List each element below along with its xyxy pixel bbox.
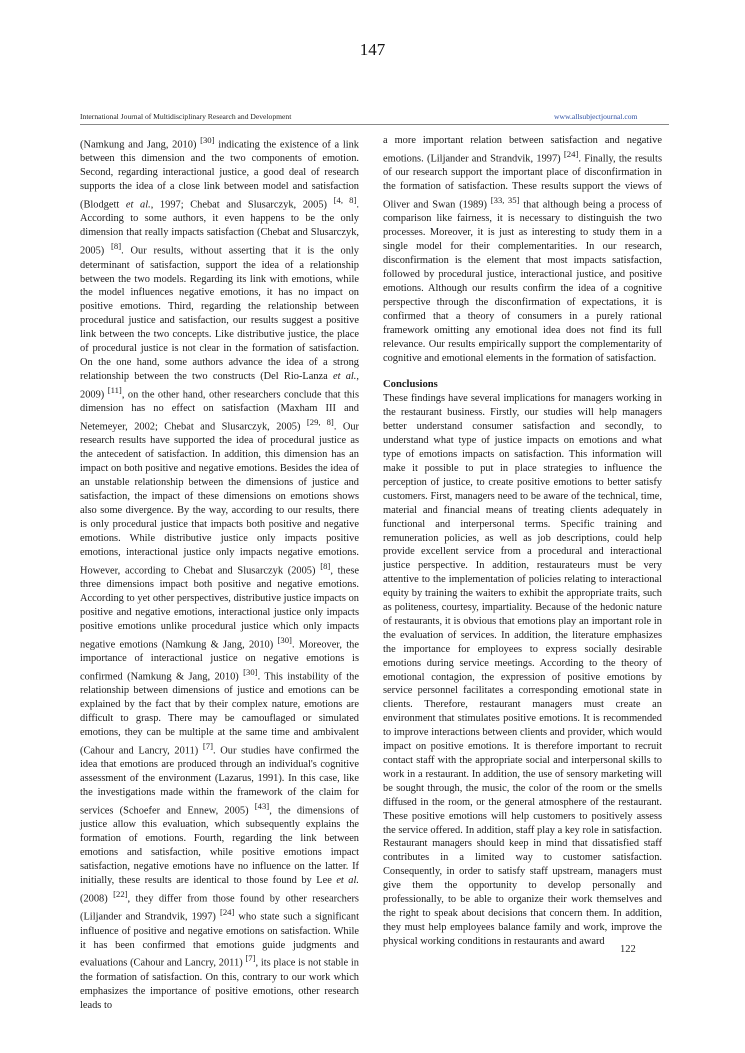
right-column-text: a more important relation between satisfaction and negative emotions. (Liljander and Strandvik, 1997) [24]. Finally, the results of our research support the important place of disconfirmation in the formation of satisfaction. These results support the views of Oliver and Swan (1989) [33, 35] that although being a process of comparison like fairness, it is necessary to distinguish the two processes. Moreover, it is just as interesting to study them in a single model for their complementarities. In our research, disconfirmation is the element that most impacts satisfaction, followed by procedural justice, interactional justice, and positive emotions. Although our results confirm the idea of a cognitive perspective through the disconfirmation of expectations, it is confirmed that a theory of consumers in a purely rational framework omitting any emotional idea does not find its full relevance. Our results empirically support the complementarity of cognitive and emotional elements in the formation of satisfaction. xyxy=(383,135,663,364)
journal-name: International Journal of Multidisciplinary Research and Development xyxy=(80,112,292,121)
left-column xyxy=(80,134,359,1013)
header-divider xyxy=(80,124,669,125)
page-top-number: 147 xyxy=(359,40,386,59)
conclusions-heading: Conclusions xyxy=(383,379,438,391)
journal-url-link[interactable]: www.allsubjectjournal.com xyxy=(554,112,638,121)
conclusions-text: These findings have several implications for managers working in the restaurant business. Firstly, our studies will help managers better understand consumer satisfaction and secondly, to understand what type of justice impacts on emotions and what type of emotions impacts on satisfaction. This information will make it possible to put in place strategies to influence the perception of justice, to create positive emotions to better satisfy customers. First, managers need to be aware of the technical, time, material and financial means of treating clients adequately in functional and interpersonal terms. Specific training and remuneration policies, as well as job descriptions, could help provide excellent service from a procedural and interactional justice perspective. In addition, restaurateurs must be very attentive to the implementation of policies relating to interactional equity by training the waiters to exhibit the appropriate traits, such as politeness, courtesy, impartiality. Because of the hedonic nature of restaurants, it is obvious that emotions play an important role in the evaluation of services. In addition, the literature emphasizes the importance for employees to express socially desirable emotions during service meetings. According to the theory of emotional contagion, the expression of positive emotions by service personnel facilitates a corresponding emotional state in clients. Therefore, restaurant managers must create an environment that stimulates positive emotions. It is recommended to improve interactions between clients and provider, which would impact on positive emotions. It is therefore important to recruit contact staff with the appropriate social and interpersonal skills to work in a restaurant. In addition, the use of sensory marketing will be sought through, the music, the color of the room or the smells diffused in the room, or the general atmosphere of the restaurant. These positive emotions will help customers to positively assess the service offered. In addition, staff play a key role in satisfaction. Restaurant managers should keep in mind that dissatisfied staff contributes in a limited way to customer satisfaction. Consequently, in order to satisfy staff upstream, managers must give them the opportunity to develop personally and professionally, to be able to organize their work themselves and the right to speak about decisions that concern them. In addition, they must help employees balance family and work, improve the physical working conditions in restaurants and award xyxy=(383,393,662,947)
footer-page-number: 122 xyxy=(620,944,636,955)
left-column-text: (Namkung and Jang, 2010) [30] indicating the existence of a link between this dimension and the two components of emotion. Second, regarding interactional justice, a good deal of research supports the idea of a close link between model and satisfaction (Blodgett et al., 1997; Chebat and Slusarczyk, 2005) [4, 8]. According to some authors, it even happens to be the only dimension that really impacts satisfaction (Chebat and Slusarczyk, 2005) [8]. Our results, without asserting that it is the only determinant of satisfaction, support the idea of a relationship between the two models. Regarding its link with emotions, while the model influences negative emotions, it has no impact on positive emotions. Third, regarding the relationship between procedural justice and satisfaction, our results suggest a positive link between the two concepts. Like distributive justice, the place of procedural justice is not clear in the formation of satisfaction. On the one hand, some authors advance the idea of a strong relationship between the two constructs (Del Rio-Lanza et al., 2009) [11], on the other hand, other researchers conclude that this dimension has no effect on satisfaction (Maxham III and Netemeyer, 2002; Chebat and Slusarczyk, 2005) [29, 8]. Our research results have supported the idea of procedural justice as the antecedent of satisfaction. In addition, this dimension has an impact on both positive and negative emotions. Besides the idea of an unstable relationship between the dimensions of justice and satisfaction, the impact of these dimensions on emotions shows also some divergence. By the way, according to our results, there is only procedural justice that impacts both positive and negative emotions. While distributive justice only impacts positive emotions, interactional justice only impacts negative emotions. However, according to Chebat and Slusarczyk (2005) [8], these three dimensions impact both positive and negative emotions. According to yet other perspectives, distributive justice impacts on positive and negative emotions, interactional justice only impacts positive emotions unlike procedural justice which only impacts negative emotions (Namkung & Jang, 2010) [30]. Moreover, the importance of interactional justice on negative emotions is confirmed (Namkung & Jang, 2010) [30]. This instability of the relationship between dimensions of justice and emotions can be explained by the fact that by their complex nature, emotions are difficult to grasp. There may be camouflaged or simulated emotions, they can be multiple at the same time and ambivalent (Cahour and Lancry, 2011) [7]. Our studies have confirmed the idea that emotions are produced through an individual's cognitive assessment of the environment (Lazarus, 1991). In this case, like the investigations made within the framework of the claim for services (Schoefer and Ennew, 2005) [43], the dimensions of justice allow this evaluation, which subsequently explains the formation of emotions. Fourth, regarding the link between emotions and satisfaction, while positive emotions impact satisfaction, negative emotions have no influence on the latter. If initially, these results are identical to those found by Lee et al. (2008) [22], they differ from those found by other researchers (Liljander and Strandvik, 1997) [24] who state such a significant influence of positive and negative emotions on satisfaction. While it has been confirmed that emotions guide judgments and evaluations (Cahour and Lancry, 2011) [7], its place is not stable in the formation of satisfaction. On this, contrary to our work which emphasizes the importance of positive emotions, other research leads to xyxy=(80,135,360,1011)
right-column xyxy=(383,134,662,949)
